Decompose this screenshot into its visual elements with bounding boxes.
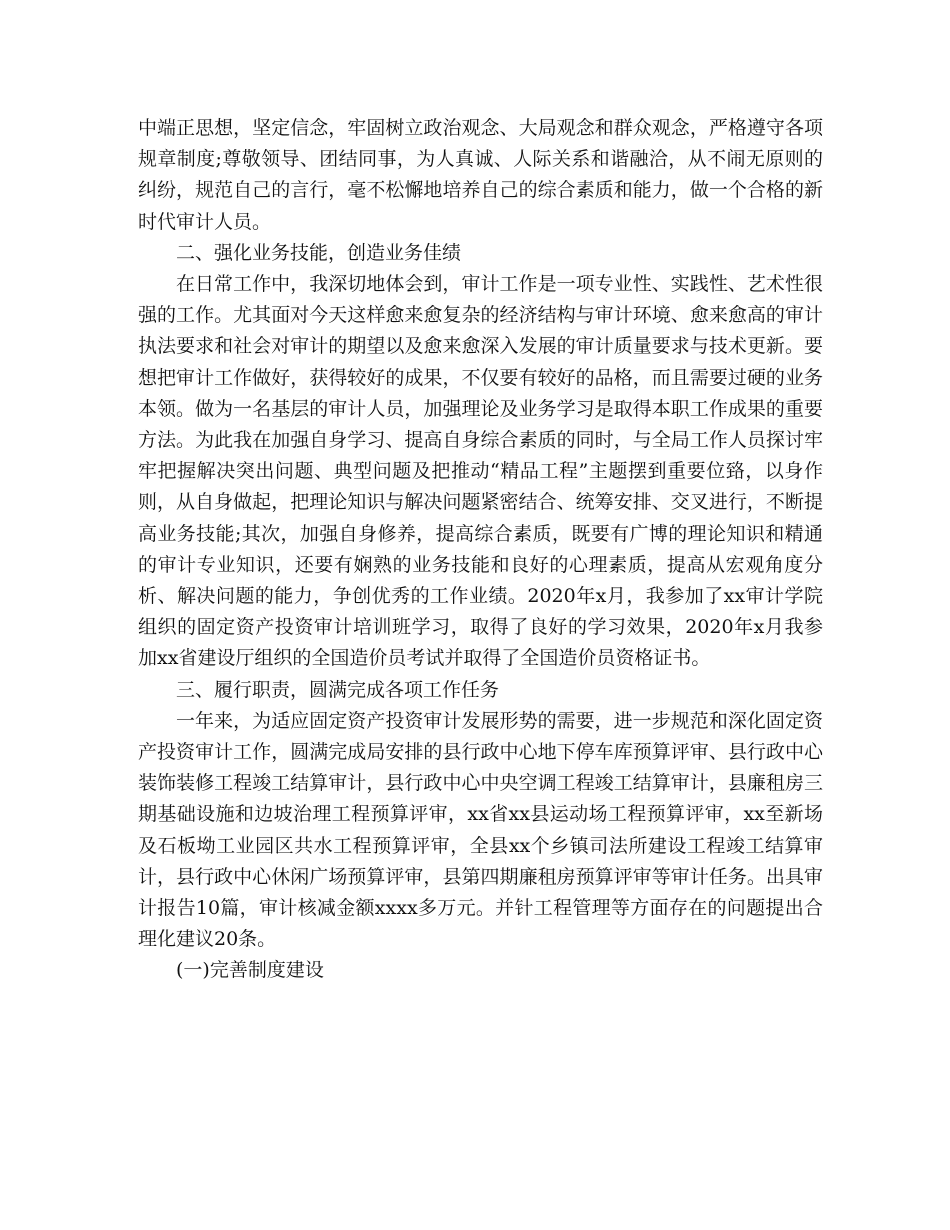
section-heading-duties: 三、履行职责，圆满完成各项工作任务 — [176, 678, 500, 701]
section-heading-skills: 二、强化业务技能，创造业务佳绩 — [176, 241, 462, 264]
paragraph-skills: 在日常工作中，我深切地体会到，审计工作是一项专业性、实践性、艺术性很强的工作。尤其面对今天这样愈来愈复杂的经济结构与审计环境、愈来愈高的审计执法要求和社会对审计的期望以及愈来愈深入发展的审计质量要求与技术更新。要想把审计工作做好，获得较好的成果，不仅要有较好的品格，而且需要过硬的业务本领。做为一名基层的审计人员，加强理论及业务学习是取得本职工作成果的重要方法。为此我在加强自身学习、提高自身综合素质的同时，与全局工作人员探讨牢牢把握解决突出问题、典型问题及把推动“精品工程”主题摆到重要位臵，以身作则，从自身做起，把理论知识与解决问题紧密结合、统筹安排、交叉进行，不断提高业务技能;其次，加强自身修养，提高综合素质，既要有广博的理论知识和精通的审计专业知识，还要有娴熟的业务技能和良好的心理素质，提高从宏观角度分析、解决问题的能力，争创优秀的工作业绩。2020年x月，我参加了xx审计学院组织的固定资产投资审计培训班学习，取得了良好的学习效果，2020年x月我参加xx省建设厅组织的全国造价员考试并取得了全国造价员资格证书。 — [138, 273, 823, 670]
document-body — [138, 113, 823, 987]
paragraph-integrity: 中端正思想，坚定信念，牢固树立政治观念、大局观念和群众观念，严格遵守各项规章制度;尊敬领导、团结同事，为人真诚、人际关系和谐融洽，从不闹无原则的纠纷，规范自己的言行，毫不松懈地培养自己的综合素质和能力，做一个合格的新时代审计人员。 — [138, 117, 823, 233]
paragraph-duties: 一年来，为适应固定资产投资审计发展形势的需要，进一步规范和深化固定资产投资审计工作，圆满完成局安排的县行政中心地下停车库预算评审、县行政中心装饰装修工程竣工结算审计，县行政中心中央空调工程竣工结算审计，县廉租房三期基础设施和边坡治理工程预算评审，xx省xx县运动场工程预算评审，xx至新场及石板坳工业园区共水工程预算评审，全县xx个乡镇司法所建设工程竣工结算审计，县行政中心休闲广场预算评审，县第四期廉租房预算评审等审计任务。出具审计报告10篇，审计核减金额xxxx多万元。并针工程管理等方面存在的问题提出合理化建议20条。 — [138, 709, 823, 951]
subsection-heading-system: (一)完善制度建设 — [176, 959, 324, 982]
